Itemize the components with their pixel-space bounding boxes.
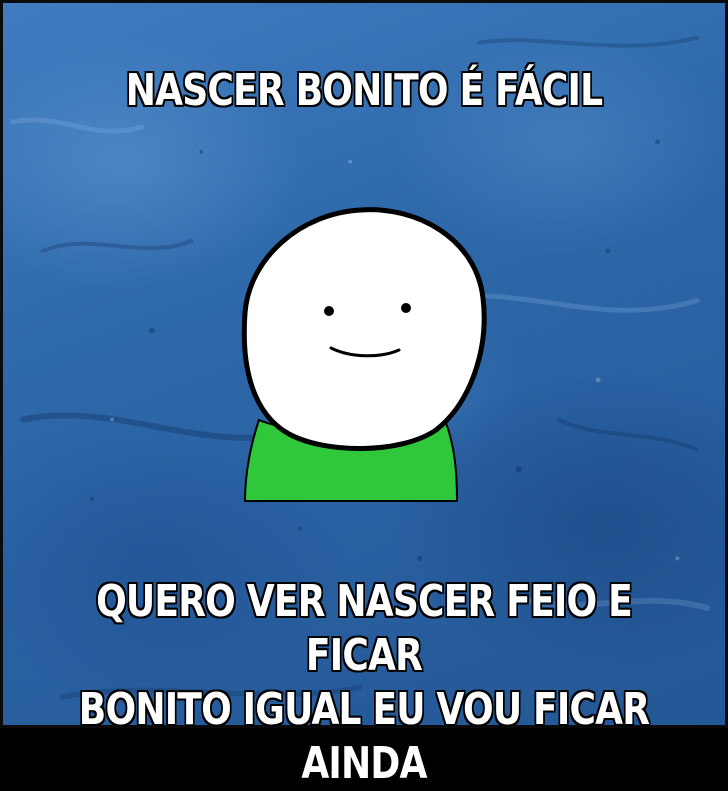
left-eye [324,306,334,316]
smiling-character-illustration [231,198,501,508]
top-caption: NASCER BONITO É FÁCIL [125,65,603,116]
right-eye [401,303,411,313]
white-head [244,210,484,449]
bottom-caption-line-1: QUERO VER NASCER FEIO E FICAR [96,576,632,681]
bottom-caption-line-2: BONITO IGUAL EU VOU FICAR AINDA [78,684,650,789]
bottom-caption [68,575,660,791]
